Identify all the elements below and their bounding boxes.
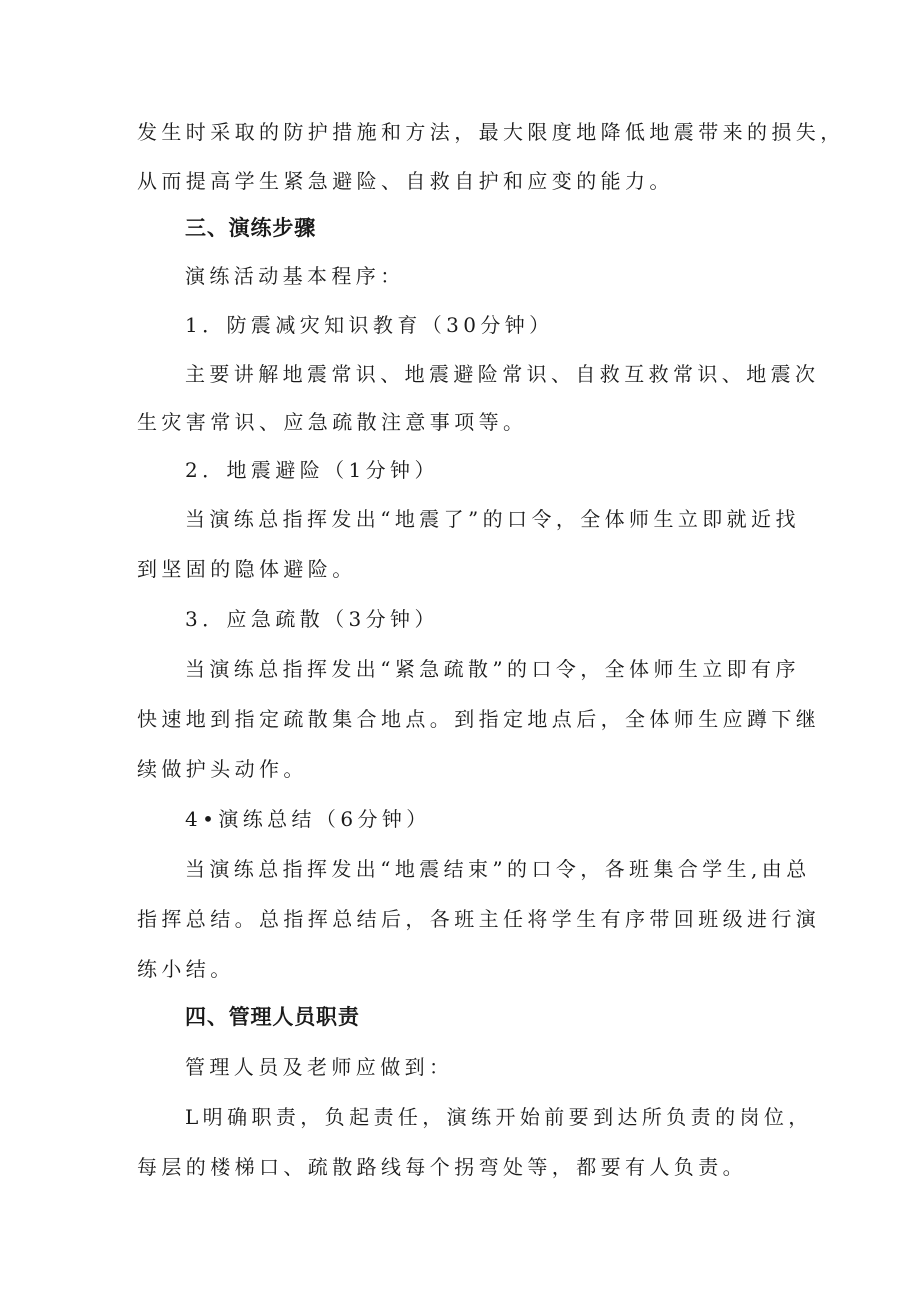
body-paragraph-line: L明确职责，负起责任，演练开始前要到达所负责的岗位，: [185, 1105, 813, 1129]
section-heading-duties: 四、管理人员职责: [185, 1005, 360, 1029]
step-title-3: 3．应急疏散（3分钟）: [185, 607, 439, 631]
body-paragraph-line: 当演练总指挥发出“地震结束”的口令，各班集合学生,由总: [185, 857, 811, 881]
step-title-4: 4•演练总结（6分钟）: [185, 807, 431, 831]
step-title-1: 1．防震减灾知识教育（30分钟）: [185, 313, 554, 337]
body-paragraph-line: 管理人员及老师应做到：: [185, 1055, 454, 1079]
body-paragraph-line: 每层的楼梯口、疏散路线每个拐弯处等，都要有人负责。: [137, 1155, 747, 1179]
body-paragraph-line: 从而提高学生紧急避险、自救自护和应变的能力。: [137, 169, 674, 193]
body-paragraph-line: 发生时采取的防护措施和方法，最大限度地降低地震带来的损失，: [137, 120, 845, 144]
body-paragraph-line: 续做护头动作。: [137, 757, 308, 781]
body-paragraph-line: 到坚固的隐体避险。: [137, 557, 357, 581]
body-paragraph-line: 练小结。: [137, 957, 235, 981]
body-paragraph-line: 演练活动基本程序：: [185, 264, 405, 288]
body-paragraph-line: 主要讲解地震常识、地震避险常识、自救互救常识、地震次: [185, 362, 820, 386]
body-paragraph-line: 生灾害常识、应急疏散注意事项等。: [137, 410, 528, 434]
body-paragraph-line: 当演练总指挥发出“地震了”的口令，全体师生立即就近找: [185, 507, 800, 531]
body-paragraph-line: 指挥总结。总指挥总结后，各班主任将学生有序带回班级进行演: [137, 907, 821, 931]
body-paragraph-line: 快速地到指定疏散集合地点。到指定地点后，全体师生应蹲下继: [137, 707, 821, 731]
body-paragraph-line: 当演练总指挥发出“紧急疏散”的口令，全体师生立即有序: [185, 657, 800, 681]
section-heading-steps: 三、演练步骤: [185, 216, 317, 240]
step-title-2: 2．地震避险（1分钟）: [185, 458, 439, 482]
